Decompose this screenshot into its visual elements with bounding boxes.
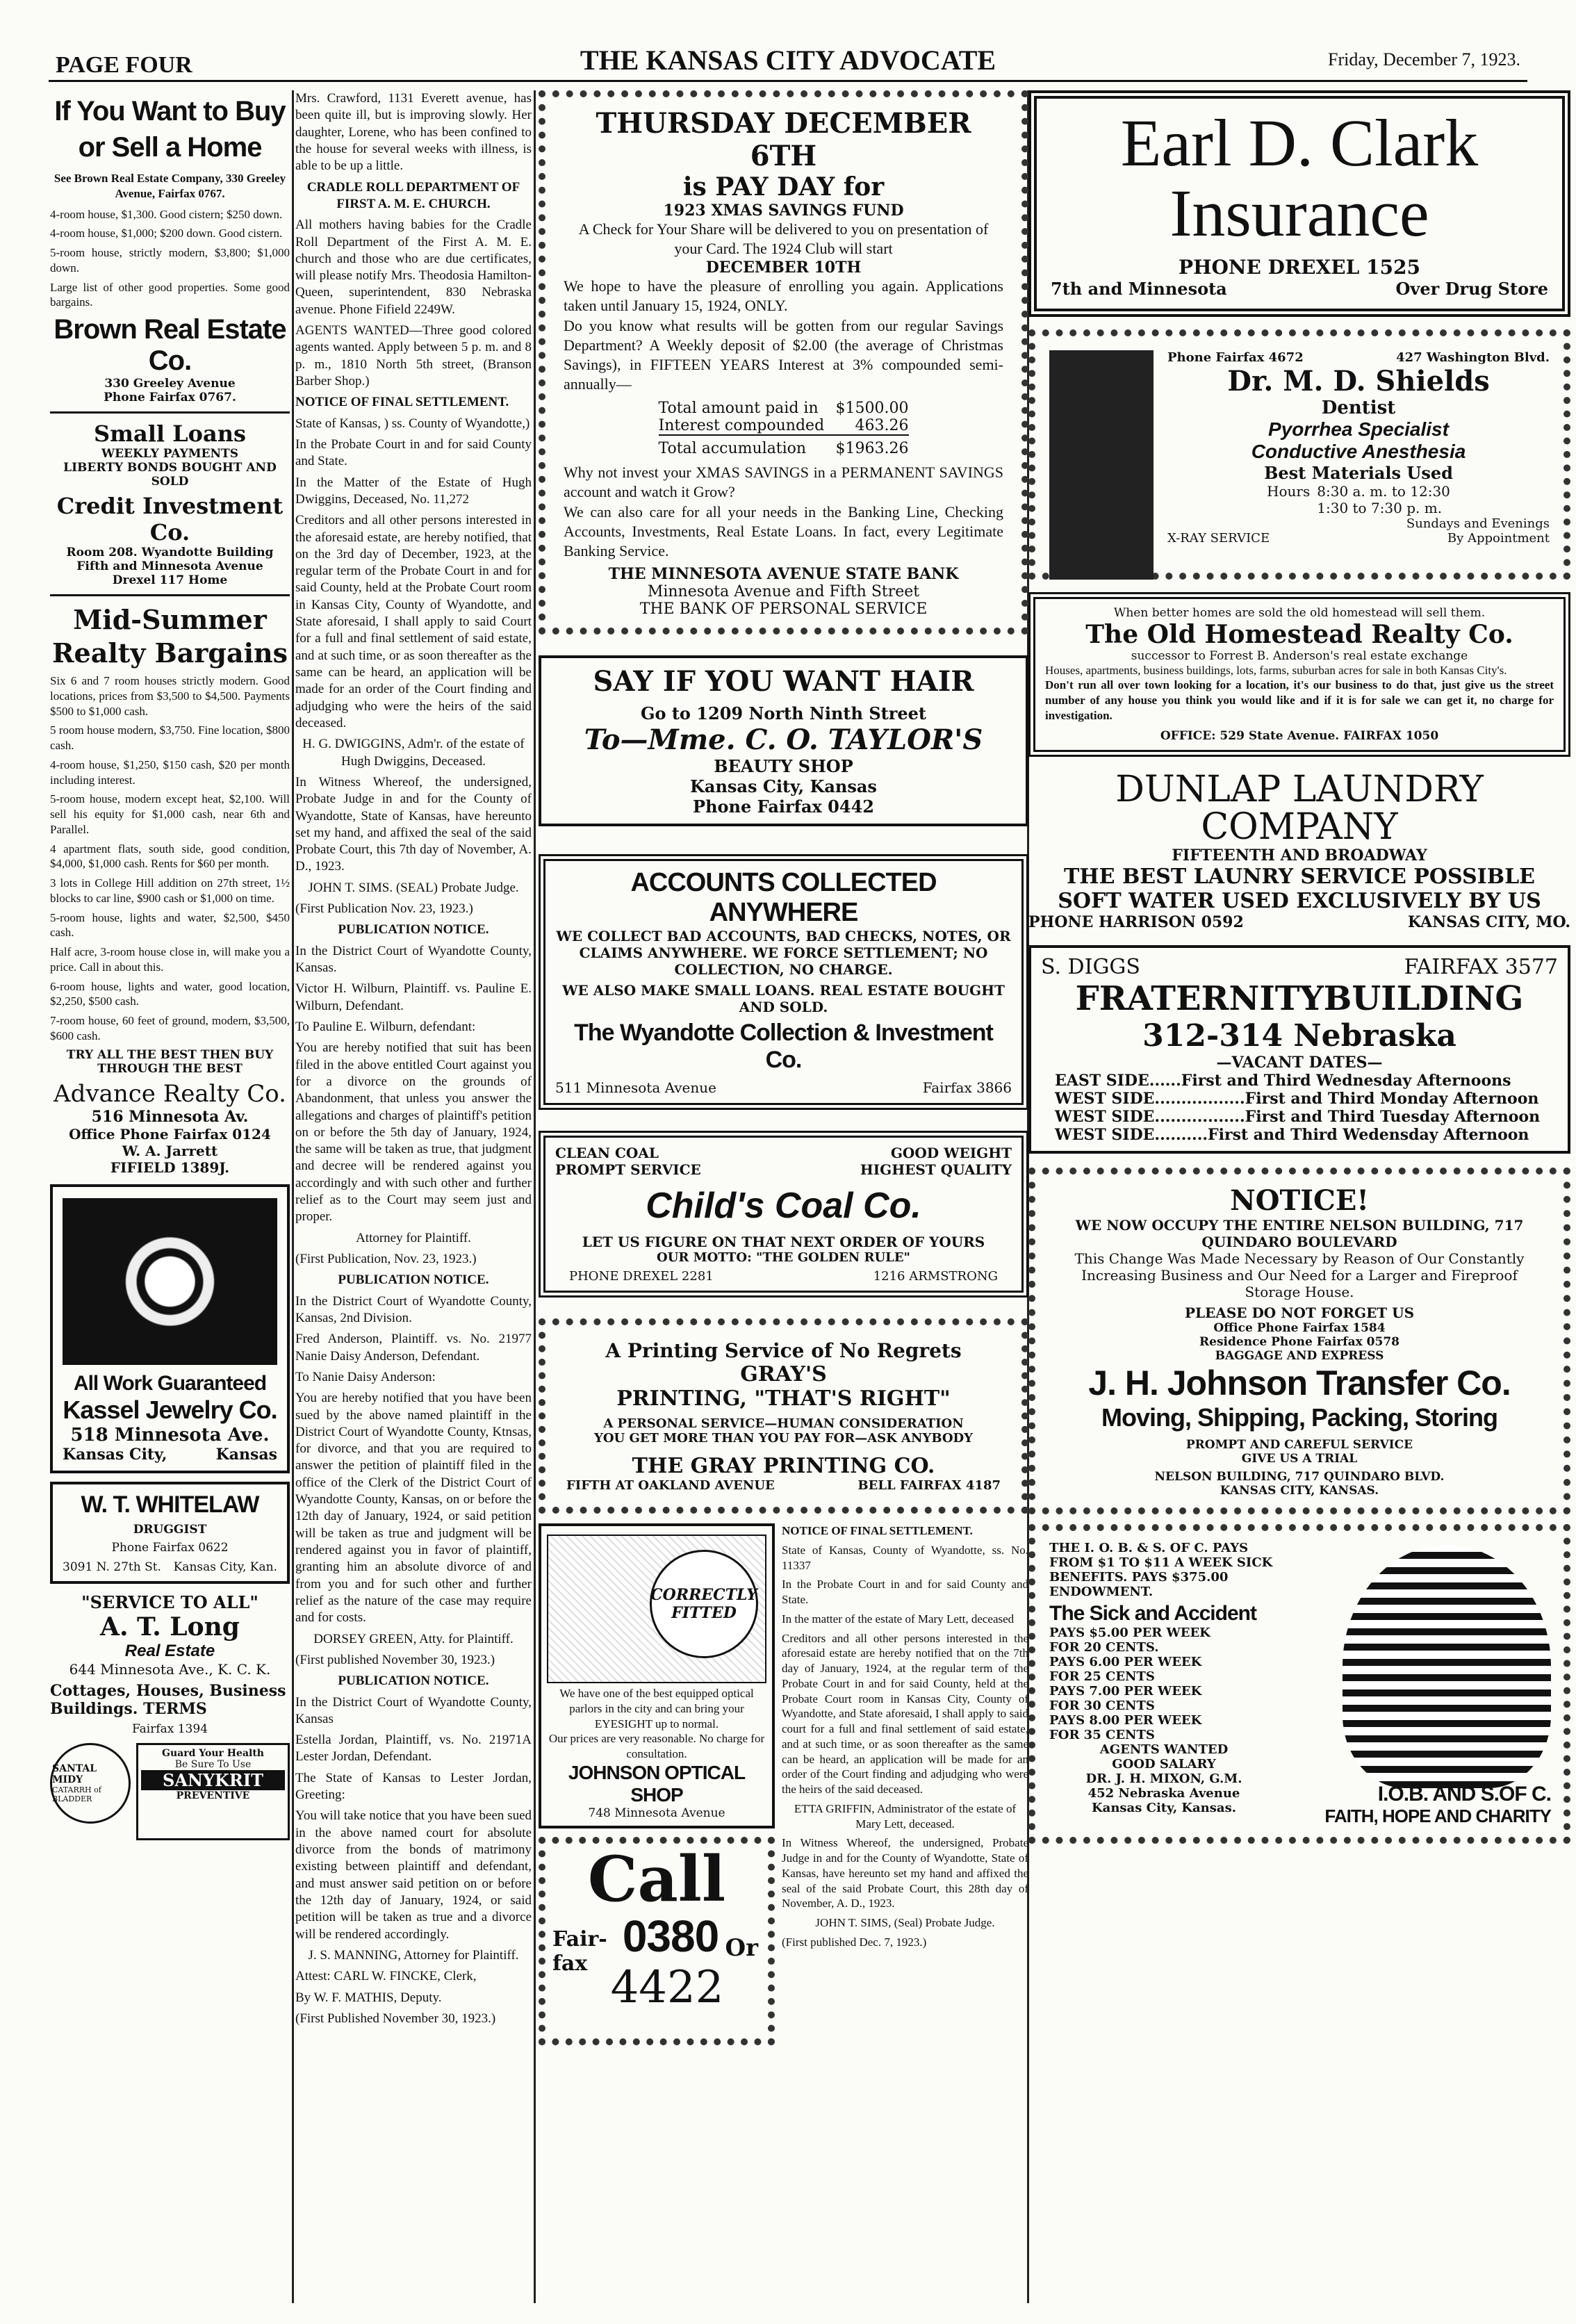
agent-address: 644 Minnesota Ave., K. C. K. <box>69 1660 271 1678</box>
appointment: By Appointment <box>1447 530 1550 546</box>
sanykrit-ad <box>50 1743 290 1840</box>
phone: Residence Phone Fairfax 0578 <box>1199 1334 1399 1349</box>
notice-body: Victor H. Wilburn, Plaintiff. vs. Pauline E. Wilburn, Defendant. <box>295 981 532 1013</box>
notice-body: H. G. DWIGGINS, Adm'r. of the estate of Hugh Dwiggins, Deceased. <box>302 737 525 769</box>
building-name: FRATERNITYBUILDING <box>1075 979 1524 1018</box>
company-name: COMPANY <box>1201 806 1398 849</box>
start-date: DECEMBER 10TH <box>705 259 862 277</box>
fraternity-ad <box>1028 945 1570 1154</box>
ad-slogan: All Work Guaranteed <box>73 1371 267 1395</box>
date-row: EAST SIDE......First and Third Wednesday Afternoons <box>1055 1071 1511 1090</box>
ad-slogan: TRY ALL THE BEST THEN BUY THROUGH THE BEST <box>66 1047 274 1076</box>
ad-title: ACCOUNTS COLLECTED ANYWHERE <box>630 868 937 928</box>
row-value: $1500.00 <box>835 400 909 418</box>
loans-ad <box>50 420 290 587</box>
ad-text: WE COLLECT BAD ACCOUNTS, BAD CHECKS, NOTES, OR CLAIMS ANYWHERE. WE FORCE SETTLEMENT; NO COLLECTION, NO CHARGE. <box>556 928 1011 979</box>
society-motto: FAITH, HOPE AND CHARITY <box>1324 1805 1551 1826</box>
phone: Office Phone Fairfax 1584 <box>1213 1320 1386 1335</box>
druggist-name: W. T. WHITELAW <box>81 1491 259 1518</box>
dentist-name: Dr. M. D. Shields <box>1227 364 1490 398</box>
druggist-phone: Phone Fairfax 0622 <box>111 1540 229 1555</box>
date-row: WEST SIDE..........First and Third Wedensday Afternoon <box>1055 1125 1529 1144</box>
company-name: Child's Coal Co. <box>646 1186 921 1227</box>
row-label: Total accumulation <box>658 440 807 458</box>
column-rule <box>292 90 294 2303</box>
notice-body: Attorney for Plaintiff. <box>356 1230 471 1245</box>
contact-city: Kansas City, Kansas. <box>1092 1800 1236 1815</box>
company-name: Credit Investment Co. <box>56 493 284 546</box>
notice-body: In the matter of the estate of Mary Lett, deceased <box>782 1612 1015 1626</box>
agent-phone: FIFIELD 1389J. <box>110 1159 230 1176</box>
row-value: 463.26 <box>855 417 909 435</box>
ad-text: SOFT WATER USED EXCLUSIVELY BY US <box>1058 888 1541 913</box>
beehive-illustration <box>1343 1545 1551 1788</box>
ad-title: Mid-Summer Realty Bargains <box>51 604 288 669</box>
listing: 5-room house, strictly modern, $3,800; $1,000 down. <box>50 246 290 275</box>
pay-row: FOR 30 CENTS <box>1049 1698 1155 1713</box>
ad-text: We have one of the best equipped optical parlors in the city and can bring your EYESIGHT up to normal. <box>559 1687 754 1730</box>
ad-line: LIBERTY BONDS BOUGHT AND SOLD <box>63 461 277 489</box>
ad-line: A PERSONAL SERVICE—HUMAN CONSIDERATION <box>603 1416 964 1432</box>
city: Kansas City, <box>63 1445 167 1464</box>
agent-desc: Cottages, Houses, Business Buildings. TERMS <box>50 1681 286 1718</box>
pay-row: PAYS 7.00 PER WEEK <box>1049 1683 1202 1699</box>
building-address: 312-314 Nebraska <box>1142 1017 1456 1054</box>
company-name: J. H. Johnson Transfer Co. <box>1088 1363 1511 1402</box>
company-address: 511 Minnesota Avenue <box>555 1079 716 1097</box>
notice-body: Attest: CARL W. FINCKE, Clerk, <box>295 1969 477 1984</box>
company-address: 1216 ARMSTRONG <box>873 1269 998 1284</box>
contact-address: 452 Nebraska Avenue <box>1087 1785 1240 1801</box>
company-address: FIFTEENTH AND BROADWAY <box>1172 846 1427 865</box>
ad-tagline: When better homes are sold the old homestead will sell them. <box>1113 605 1486 620</box>
company-succ: successor to Forrest B. Anderson's real estate exchange <box>1131 648 1468 663</box>
ad-text: This Change Was Made Necessary by Reason of Our Constantly Increasing Business and Our Need for a Larger and Fireproof Storage House. <box>1074 1250 1525 1300</box>
pay-row: FOR 20 CENTS. <box>1049 1639 1159 1655</box>
notice-heading: CRADLE ROLL DEPARTMENT OF FIRST A. M. E. CHURCH. <box>306 179 520 211</box>
materials: Best Materials Used <box>1264 462 1453 483</box>
xray: X-RAY SERVICE <box>1167 530 1270 546</box>
notice-body: To Nanie Daisy Anderson: <box>295 1369 436 1384</box>
pay-row: PAYS $5.00 PER WEEK <box>1049 1625 1210 1640</box>
dentist-address: 427 Washington Blvd. <box>1396 350 1550 365</box>
notice-body: In the Probate Court in and for said County and State. <box>782 1578 1028 1607</box>
column-rule <box>534 90 536 2303</box>
notice-body: In Witness Whereof, the undersigned, Probate Judge in and for the County of Wyandotte, State of Kansas, have hereunto set my hand and affixed the seal of the said Probate Court, this 28th day of November, A. D., 1923. <box>782 1836 1028 1910</box>
ad-tag: GOOD WEIGHT <box>890 1145 1012 1162</box>
agent-phone: PHONE DREXEL 1525 <box>1179 255 1420 279</box>
dentist-photo <box>1049 350 1154 580</box>
ad-text: GIVE US A TRIAL <box>1241 1451 1358 1466</box>
notice-body: In the Probate Court in and for said County and State. <box>295 436 532 469</box>
dates-heading: —VACANT DATES— <box>1216 1053 1383 1072</box>
notice-body: (First published November 30, 1923.) <box>295 1652 495 1667</box>
notice-body: In the Matter of the Estate of Hugh Dwiggins, Deceased, No. 11,272 <box>295 475 532 507</box>
phone-2: 4422 <box>610 1961 724 2013</box>
long-ad <box>50 1592 290 1736</box>
notice-body: State of Kansas, ) ss. County of Wyandotte,) <box>295 416 530 431</box>
company-address: FIFTH AT OAKLAND AVENUE <box>566 1478 775 1494</box>
company-phone: Fairfax 3866 <box>922 1079 1012 1097</box>
ad-text: A Check for Your Share will be delivered to you on presentation of your Card. The 1924 Club will start <box>578 220 989 258</box>
manager: S. DIGGS <box>1041 954 1140 979</box>
notice-heading: NOTICE OF FINAL SETTLEMENT. <box>782 1524 973 1538</box>
notice-body: DORSEY GREEN, Atty. for Plaintiff. <box>313 1631 514 1646</box>
company-address: NELSON BUILDING, 717 QUINDARO BLVD. <box>1154 1469 1445 1484</box>
ad-title: NOTICE! <box>1230 1184 1369 1217</box>
ad-title: A Printing Service of No Regrets <box>605 1339 962 1363</box>
ad-text: We can also care for all your needs in the Banking Line, Checking Accounts, Investments, Real Estate Loans. In fact, every Legitimate Banking Service. <box>564 502 1003 559</box>
company-office: OFFICE: 529 State Avenue. FAIRFAX 1050 <box>1160 728 1439 743</box>
company-name: Kassel Jewelry Co. <box>63 1395 277 1424</box>
company-phone: Office Phone Fairfax 0124 <box>69 1125 271 1143</box>
transfer-ad <box>1028 1168 1570 1514</box>
company-phone: Phone Fairfax 0767. <box>104 391 236 404</box>
company-address: Fifth and Minnesota Avenue <box>76 559 263 573</box>
notice-body: In the District Court of Wyandotte County, Kansas <box>295 1694 532 1726</box>
hours-label: Hours <box>1267 482 1311 500</box>
row-label: Interest compounded <box>658 417 825 435</box>
sanykrit-brand: SANYKRIT <box>141 1770 285 1790</box>
druggist-city: Kansas City, Kan. <box>173 1560 277 1574</box>
agent-name: A. T. Long <box>100 1612 240 1642</box>
company-address: 518 Minnesota Ave. <box>70 1424 270 1446</box>
listing: 4-room house, $1,250, $150 cash, $20 per month including interest. <box>50 758 290 787</box>
notice-body: JOHN T. SIMS. (SEAL) Probate Judge. <box>308 880 519 895</box>
notice-body: You will take notice that you have been sued in the above named court for absolute divorce from the bonds of matrimony existing between plaintiff and defendant, and must answer said petition on or before the 12th day of January, 1924, or said petition will be taken as true and a divorce will be rendered accordingly. <box>295 1808 532 1942</box>
agent-address: 7th and Minnesota <box>1051 278 1227 299</box>
santal-sub: CATARRH of BLADDER <box>52 1785 101 1803</box>
specialty: Pyorrhea Specialist <box>1268 418 1449 440</box>
company-phone: PHONE DREXEL 2281 <box>569 1269 714 1284</box>
ad-text: THE BEST LAUNRY SERVICE POSSIBLE <box>1063 864 1536 889</box>
listing: 5-room house, lights and water, $2,500, $450 cash. <box>50 910 290 940</box>
company-address: 516 Minnesota Av. <box>91 1107 249 1126</box>
ad-text: PLEASE DO NOT FORGET US <box>1184 1304 1415 1321</box>
notice-body: Creditors and all other persons interested in the aforesaid estate are hereby notified that on the 7th day of January, 1924, at the regular term of the Probate Court in and for said County, held at the Probate Court room in Kansas City, County of Wyandotte, and State aforesaid, I shall apply to said court for a full and final settlement of said estate, and at such time, or as soon thereafter as the same can be heard, an application will be made for an order of the Court finding and adjudging who were the heirs of the said deceased. <box>782 1631 1028 1797</box>
ad-intro: See Brown Real Estate Company, 330 Greeley Avenue, Fairfax 0767. <box>54 172 286 200</box>
call-word: Call <box>587 1842 726 1916</box>
company-name: The Old Homestead Realty Co. <box>1085 619 1513 649</box>
homestead-ad <box>1028 592 1570 757</box>
notice-body: (First Publication Nov. 23, 1923.) <box>295 901 473 917</box>
dentist-ad <box>1028 329 1570 580</box>
ad-text: Do you know what results will be gotten from our regular Savings Department? A Weekly deposit of $2.00 (the average of Christmas Savings), in FIFTEEN YEARS Interest at 3% compounded semi-annually— <box>564 316 1003 393</box>
ad-tag: PROMPT SERVICE <box>555 1161 701 1179</box>
santal-name: SANTAL MIDY <box>52 1762 97 1785</box>
ad-motto: OUR MOTTO: "THE GOLDEN RULE" <box>657 1250 910 1266</box>
jewelry-ad <box>50 1184 290 1473</box>
agent-role: Real Estate <box>124 1641 215 1660</box>
company-name: Advance Realty Co. <box>54 1079 286 1108</box>
notice-body: By W. F. MATHIS, Deputy. <box>295 1990 442 2005</box>
notice-body: Fred Anderson, Plaintiff. vs. No. 21977 Nanie Daisy Anderson, Defendant. <box>295 1332 532 1364</box>
notice-body: (First Publication, Nov. 23, 1923.) <box>295 1252 477 1266</box>
notice-body: In the District Court of Wyandotte County, Kansas, 2nd Division. <box>295 1293 532 1325</box>
ad-title: is PAY DAY for <box>682 172 885 202</box>
company-city: KANSAS CITY, KANSAS. <box>1220 1483 1379 1498</box>
iob-ad <box>1028 1524 1570 1844</box>
buy-home-ad <box>50 93 290 404</box>
service: BAGGAGE AND EXPRESS <box>1215 1348 1384 1363</box>
agents: AGENTS WANTED <box>1099 1742 1229 1757</box>
listing: 4-room house, $1,000; $200 down. Good cistern. <box>50 227 283 240</box>
company-name: Brown Real Estate Co. <box>54 314 286 376</box>
masthead <box>49 38 1527 82</box>
company-name: DUNLAP LAUNDRY <box>1115 768 1484 810</box>
notice-body: Creditors and all other persons interested in the aforesaid estate, are hereby notified, that on the 3rd day of December, 1923, at the regular term of the Probate Court in and for said County, held at the Probate Court room in Kansas City, County of Wyandotte, and State aforesaid, I shall apply to said Court for a full and final settlement of said estate, and at such time, or as soon thereafter as the same can be heard, an application will be made for an order of the Court finding and adjudging who were the heirs of the said deceased. <box>295 513 532 730</box>
row-label: Total amount paid in <box>658 400 819 418</box>
listing: 4 apartment flats, south side, good condition, $4,000, $1,000 cash. Rents for $60 per month. <box>50 842 290 871</box>
notice-body: The State of Kansas to Lester Jordan, Greeting: <box>295 1770 532 1803</box>
contact: DR. J. H. MIXON, G.M. <box>1085 1771 1242 1786</box>
settlement-notice <box>782 1523 1028 2054</box>
realty-ad <box>50 603 290 1176</box>
clark-ad <box>1028 90 1570 317</box>
listing: 5-room house, modern except heat, $2,100. Will sell his equity for $1,000 cash, near 6th and Parallel. <box>50 792 290 836</box>
ad-text: WE ALSO MAKE SMALL LOANS. REAL ESTATE BOUGHT AND SOLD. <box>562 982 1005 1016</box>
ad-title: SAY IF YOU WANT HAIR <box>593 665 974 698</box>
agent-name: Earl D. Clark <box>1120 106 1479 180</box>
druggist-ad <box>50 1482 290 1584</box>
company-phone: Drexel 117 Home <box>112 573 228 587</box>
state: Kansas <box>215 1445 277 1464</box>
notice-body: (First published Dec. 7, 1923.) <box>782 1935 927 1949</box>
ad-text: THE I. O. B. & S. OF C. PAYS FROM $1 TO $11 A WEEK SICK BENEFITS. PAYS $375.00 ENDOWMENT. <box>1049 1540 1273 1599</box>
or-label: Or <box>725 1933 758 1962</box>
notice-body: In Witness Whereof, the undersigned, Probate Judge in and for the County of Wyandotte, State of Kansas, have hereunto set my hand, and affixed the seal of the said Probate Court, this 7th day of November, A. D., 1923. <box>295 774 532 874</box>
pay-row: PAYS 6.00 PER WEEK <box>1049 1654 1202 1669</box>
druggist-address: 3091 N. 27th St. <box>63 1560 161 1574</box>
issue-date: Friday, December 7, 1923. <box>1327 49 1520 69</box>
badge: CORRECTLY FITTED <box>650 1550 758 1658</box>
listing: 7-room house, 60 feet of ground, modern, $3,500, $600 cash. <box>50 1014 290 1042</box>
clock-illustration <box>63 1198 277 1365</box>
ad-line: WEEKLY PAYMENTS <box>101 447 238 461</box>
bank-name: THE MINNESOTA AVENUE STATE BANK <box>608 565 959 584</box>
listing: 4-room house, $1,300. Good cistern; $250 down. <box>50 207 283 221</box>
druggist-role: DRUGGIST <box>133 1522 207 1537</box>
notice-heading: PUBLICATION NOTICE. <box>338 1674 489 1689</box>
sanykrit-subtitle: Be Sure To Use <box>174 1758 252 1770</box>
date-row: WEST SIDE.................First and Third Monday Afternoon <box>1055 1089 1539 1108</box>
pay-row: FOR 35 CENTS <box>1049 1727 1155 1742</box>
shop-phone: Phone Fairfax 0442 <box>693 796 874 817</box>
notice-body: You are hereby notified that suit has been filed in the above entitled Court against you for a divorce on the grounds of Abandonment, that unless you answer the allegations and charges of plaintiff's petition on or before the 5th day of January, 1924, the same will be taken as true, that judgment and decree will be rendered against you accordingly and with such other and further relief as to the Court may seem just and proper. <box>295 1040 532 1225</box>
optical-ad <box>539 1523 775 1828</box>
listing: Six 6 and 7 room houses strictly modern. Good locations, prices from $3,500 to $4,500. Payments $500 to $1,000 cash. <box>50 674 290 718</box>
ad-line: YOU GET MORE THAN YOU PAY FOR—ASK ANYBODY <box>593 1431 974 1446</box>
notice-body: J. S. MANNING, Attorney for Plaintiff. <box>308 1947 519 1963</box>
laundry-ad <box>1028 768 1570 931</box>
ad-text: Why not invest your XMAS SAVINGS in a PERMANENT SAVINGS account and watch it Grow? <box>564 464 1003 501</box>
company-address: 330 Greeley Avenue <box>104 377 236 391</box>
page-number: PAGE FOUR <box>56 52 192 78</box>
call-ad <box>539 1837 775 2045</box>
notice-body: You are hereby notified that you have been sued by the above named plaintiff in the District Court of Wyandotte County, Ktnsas, for divorce, and that you are required to answer the petition of plaintiff filed in the office of the Clerk of the District Court of Wyandotte County, Kansas, on or before the 12th day of January, 1924, or said petition will be taken as true and judgment will be rendered against you in favor of plaintiff, granting him an absolute divorce of and from you and for such other and further relief as the nature of the case may require and for costs. <box>295 1391 532 1626</box>
portrait-illustration <box>547 1535 766 1683</box>
ad-heading: The Sick and Accident <box>1049 1601 1256 1625</box>
printing-ad <box>539 1318 1028 1514</box>
notice-heading: PUBLICATION NOTICE. <box>338 922 489 938</box>
notice-body: State of Kansas, County of Wyandotte, ss. No. 11337 <box>782 1543 1028 1572</box>
collection-ad <box>539 854 1028 1110</box>
ad-tag: CLEAN COAL <box>555 1145 659 1162</box>
hair-ad <box>539 655 1028 826</box>
ad-slogan: PRINTING, "THAT'S RIGHT" <box>616 1386 951 1411</box>
ad-line: Go to 1209 North Ninth Street <box>640 703 927 724</box>
ad-text: WE NOW OCCUPY THE ENTIRE NELSON BUILDING, 717 QUINDARO BOULEVARD <box>1075 1216 1524 1250</box>
ad-text: Our prices are very reasonable. No charge for consultation. <box>548 1732 765 1761</box>
shop-city: Kansas City, Kansas <box>690 776 877 797</box>
shop-type: BEAUTY SHOP <box>714 756 853 777</box>
notice-body: Estella Jordan, Plaintiff, vs. No. 21971A Lester Jordan, Defendant. <box>295 1733 532 1765</box>
agent-location: Over Drug Store <box>1395 278 1548 299</box>
bank-ad <box>539 90 1028 635</box>
ad-slogan: "SERVICE TO ALL" <box>81 1591 258 1612</box>
bank-motto: THE BANK OF PERSONAL SERVICE <box>639 600 928 619</box>
news-item: Mrs. Crawford, 1131 Everett avenue, has been quite ill, but is improving slowly. Her daughter, Lorene, who has been confined to the house for several weeks with illness, is able to be up a little. <box>295 91 532 174</box>
ad-tag: HIGHEST QUALITY <box>860 1161 1012 1179</box>
company-address: Room 208. Wyandotte Building <box>66 546 274 559</box>
ad-title: THURSDAY DECEMBER 6TH <box>596 107 971 172</box>
column-3 <box>539 90 1028 2303</box>
society-name: I.O.B. AND S.OF C. <box>1377 1782 1551 1806</box>
phone-1: 0380 <box>622 1910 719 1961</box>
listing: 3 lots in College Hill addition on 27th street, 1½ blocks to car line, $900 cash or $1,000 on time. <box>50 876 290 905</box>
coal-ad <box>539 1131 1028 1298</box>
company-name: JOHNSON OPTICAL SHOP <box>568 1761 746 1806</box>
services: Moving, Shipping, Packing, Storing <box>1101 1402 1497 1432</box>
company-phone: PHONE HARRISON 0592 <box>1028 913 1244 931</box>
company-address: 748 Minnesota Avenue <box>588 1806 725 1820</box>
ad-text: We hope to have the pleasure of enrolling you again. Applications taken until January 15, 1924, ONLY. <box>564 277 1003 315</box>
agent-phone: Fairfax 1394 <box>131 1721 208 1736</box>
column-1 <box>50 90 290 2303</box>
listing: 5 room house modern, $3,750. Fine location, $800 cash. <box>50 723 290 752</box>
date-row: WEST SIDE.................First and Third Tuesday Afternoon <box>1055 1107 1541 1126</box>
ad-text: PROMPT AND CAREFUL SERVICE <box>1185 1437 1413 1452</box>
agent-name: W. A. Jarrett <box>122 1142 218 1159</box>
listing: Large list of other good properties. Some good bargains. <box>50 280 290 309</box>
notice-body: JOHN T. SIMS, (Seal) Probate Judge. <box>815 1916 995 1930</box>
sunday-hours: Sundays and Evenings <box>1406 516 1550 531</box>
company-short: GRAY'S <box>740 1362 827 1387</box>
ad-title: Small Loans <box>93 420 246 447</box>
salary: GOOD SALARY <box>1112 1756 1216 1771</box>
notice-body: To Pauline E. Wilburn, defendant: <box>295 1019 476 1034</box>
company-name: The Wyandotte Collection & Investment Co. <box>574 1020 993 1074</box>
listing: 6-room house, lights and water, good location, $2,250, $500 cash. <box>50 979 290 1008</box>
ad-text: LET US FIGURE ON THAT NEXT ORDER OF YOURS <box>582 1234 985 1251</box>
column-2 <box>295 90 532 2303</box>
fair-label: Fair-fax <box>552 1926 607 1976</box>
ad-title: If You Want to Buy or Sell a Home <box>54 96 286 163</box>
bank-address: Minnesota Avenue and Fifth Street <box>647 583 920 601</box>
fund-name: 1923 XMAS SAVINGS FUND <box>663 202 904 220</box>
specialty: Conductive Anesthesia <box>1251 440 1466 462</box>
classified: AGENTS WANTED—Three good colored agents wanted. Apply between 5 p. m. and 8 p. m., 1810 North 5th street, (Branson Barber Shop.) <box>295 323 532 388</box>
listing: Half acre, 3-room house close in, will make you a price. Call in about this. <box>50 945 290 974</box>
column-4 <box>1028 90 1570 2303</box>
notice-heading: NOTICE OF FINAL SETTLEMENT. <box>295 395 509 410</box>
hours-row: 1:30 to 7:30 p. m. <box>1317 499 1443 516</box>
ad-text: Don't run all over town looking for a location, it's our business to do that, just give us the street number of any house you think you would like and if it is for sale we can get it, no charge for investigation. <box>1045 678 1554 722</box>
notice-body: (First Published November 30, 1923.) <box>295 2011 496 2026</box>
ad-text: Houses, apartments, business buildings, lots, farms, suburban acres for sale in both Kansas City's. <box>1045 663 1507 677</box>
business-type: Insurance <box>1169 175 1429 250</box>
sanykrit-title: Guard Your Health <box>162 1747 264 1759</box>
shop-owner: To—Mme. C. O. TAYLOR'S <box>584 723 983 757</box>
notice-body: ETTA GRIFFIN, Administrator of the estate of Mary Lett, deceased. <box>794 1801 1017 1831</box>
dentist-phone: Phone Fairfax 4672 <box>1167 350 1304 365</box>
notice-body: All mothers having babies for the Cradle Roll Department of the First A. M. E. church and those who are due certificates, will please notify Mrs. Theodosia Hamilton-Queen, superintendent, 830 Nebraska avenue. Phone Fifield 2249W. <box>295 218 532 317</box>
pay-row: PAYS 8.00 PER WEEK <box>1049 1712 1202 1728</box>
notice-body: In the District Court of Wyandotte County, Kansas. <box>295 943 532 975</box>
newspaper-title: THE KANSAS CITY ADVOCATE <box>580 44 996 76</box>
sanykrit-word: PREVENTIVE <box>176 1790 250 1801</box>
phone: FAIRFAX 3577 <box>1404 954 1558 979</box>
dentist-role: Dentist <box>1321 397 1396 418</box>
row-value: $1963.26 <box>835 440 909 458</box>
pay-row: FOR 25 CENTS <box>1049 1669 1155 1684</box>
hours-row: 8:30 a. m. to 12:30 <box>1317 482 1450 500</box>
company-city: KANSAS CITY, MO. <box>1407 913 1570 931</box>
santal-logo <box>50 1743 131 1824</box>
company-name: THE GRAY PRINTING CO. <box>632 1454 935 1479</box>
company-phone: BELL FAIRFAX 4187 <box>857 1478 1001 1494</box>
notice-heading: PUBLICATION NOTICE. <box>338 1273 489 1288</box>
